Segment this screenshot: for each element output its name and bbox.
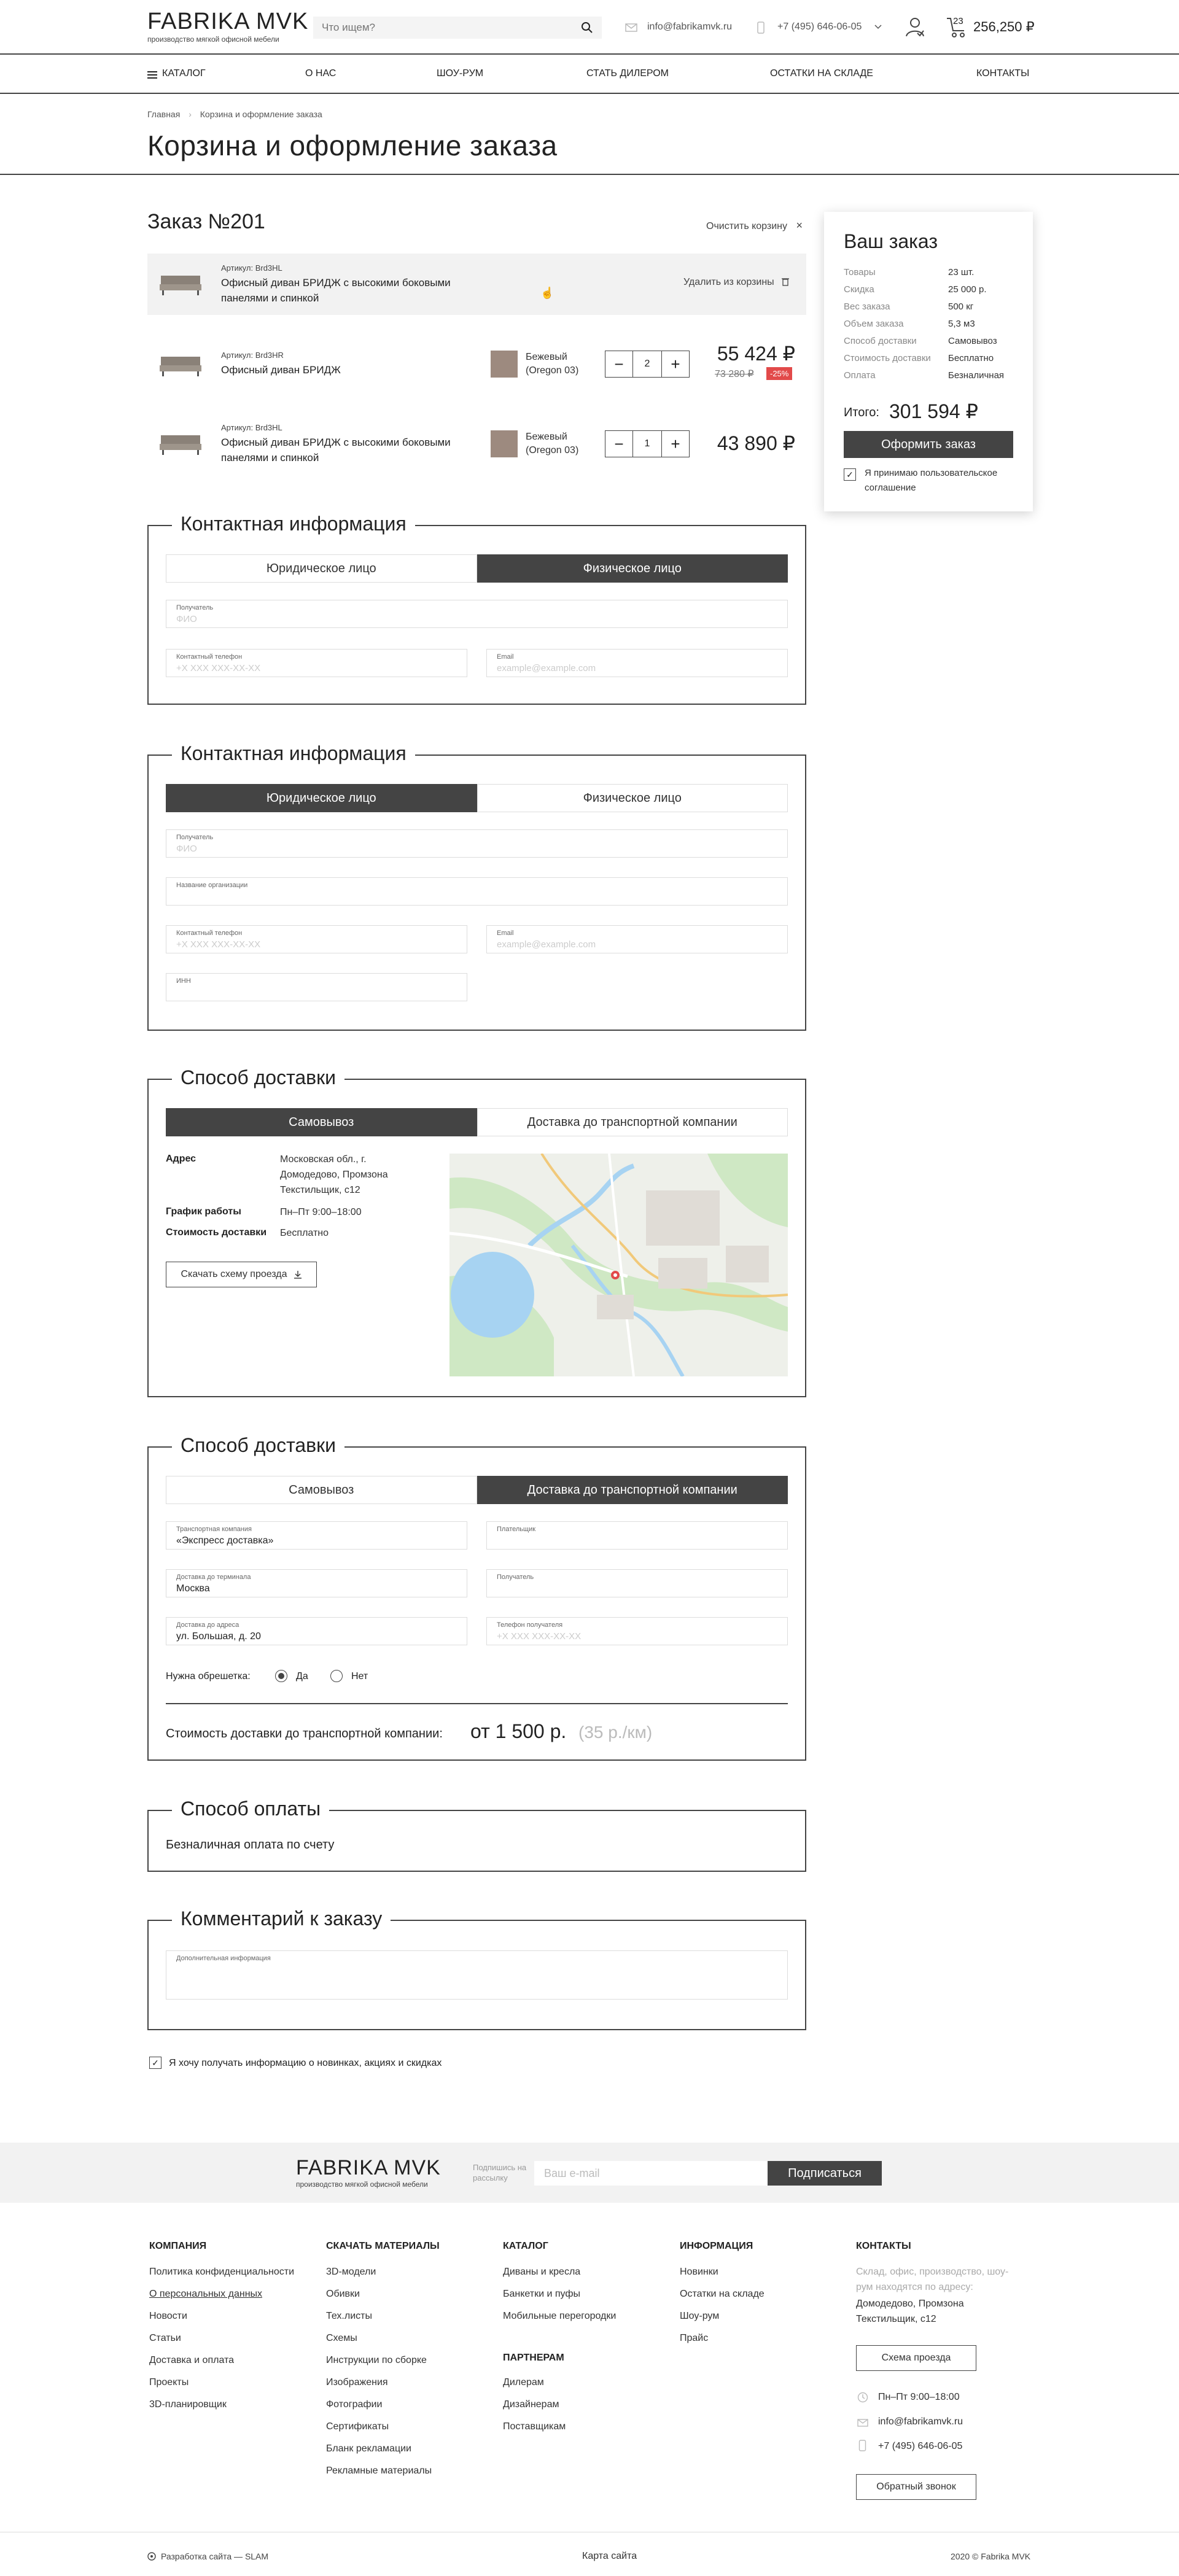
order-title: Заказ №201 <box>147 210 265 233</box>
remove-item-button[interactable] <box>683 277 789 288</box>
crate-yes-radio[interactable] <box>275 1670 287 1682</box>
footer-hours: Пн–Пт 9:00–18:00 <box>878 2392 960 2402</box>
recipient-field[interactable] <box>166 829 788 858</box>
recipient-field[interactable] <box>166 600 788 628</box>
newsletter-checkbox[interactable]: ✓ <box>149 2057 161 2069</box>
footer-catalog-heading: КАТАЛОГ <box>503 2241 548 2251</box>
item-article: Артикул: Brd3HL <box>221 263 282 273</box>
footer-link[interactable]: Шоу-рум <box>680 2311 720 2321</box>
field-placeholder: example@example.com <box>497 939 596 950</box>
field-placeholder: +X XXX XXX-XX-XX <box>176 939 261 950</box>
item-price: 55 424 ₽ <box>717 343 795 365</box>
download-scheme-button[interactable] <box>166 1262 317 1287</box>
phone-field[interactable] <box>166 649 467 677</box>
footer-company-heading: КОМПАНИЯ <box>149 2241 207 2251</box>
field-value: Москва <box>176 1583 210 1594</box>
field-placeholder: +X XXX XXX-XX-XX <box>176 663 261 673</box>
address-value: Московская обл., г. Домодедово, Промзона Текстильщик, с12 <box>280 1154 388 1195</box>
footer-link[interactable]: Прайс <box>680 2333 709 2343</box>
search-input[interactable] <box>313 17 571 39</box>
footer-link[interactable]: Фотографии <box>326 2399 383 2410</box>
sofa-thumbnail-icon[interactable] <box>158 432 203 456</box>
clock-icon <box>857 2392 868 2403</box>
submit-order-button[interactable]: Оформить заказ <box>844 431 1013 458</box>
inn-field[interactable] <box>166 973 467 1001</box>
clear-cart-label: Очистить корзину <box>706 221 787 231</box>
comment-textarea[interactable] <box>166 1950 788 2000</box>
contact-section-person <box>147 513 806 705</box>
field-label: Дополнительная информация <box>176 1955 271 1962</box>
delivery-tabs <box>166 1108 788 1136</box>
subscribe-button[interactable]: Подписаться <box>768 2161 882 2186</box>
field-label: Телефон получателя <box>497 1621 563 1629</box>
organization-field[interactable] <box>166 877 788 906</box>
header-phone[interactable]: +7 (495) 646-06-05 <box>777 21 862 32</box>
delivery-tabs <box>166 1476 788 1504</box>
customer-type-tabs <box>166 554 788 583</box>
field-label: Email <box>497 929 514 937</box>
header-email[interactable]: info@fabrikamvk.ru <box>647 21 733 32</box>
cart-item <box>147 413 806 475</box>
footer-phone[interactable]: +7 (495) 646-06-05 <box>878 2441 963 2451</box>
phone-field[interactable] <box>166 925 467 953</box>
map-view[interactable] <box>449 1154 788 1376</box>
cart-total[interactable]: 256,250 ₽ <box>973 19 1035 34</box>
field-placeholder: ФИО <box>176 614 197 624</box>
tab-individual[interactable]: Физическое лицо <box>477 784 788 812</box>
route-scheme-button[interactable]: Схема проезда <box>856 2345 976 2371</box>
nav-showroom[interactable]: ШОУ-РУМ <box>437 68 484 79</box>
crate-no-radio[interactable] <box>330 1670 343 1682</box>
footer-link[interactable]: Сертификаты <box>326 2421 389 2432</box>
section-title: Способ оплаты <box>172 1798 329 1820</box>
subscribe-placeholder: Ваш e-mail <box>544 2167 600 2179</box>
subscribe-email-input[interactable] <box>534 2161 768 2186</box>
nav-dealer[interactable]: СТАТЬ ДИЛЕРОМ <box>586 68 669 79</box>
footer-link[interactable]: Дизайнерам <box>503 2399 559 2410</box>
schedule-label: График работы <box>166 1206 241 1217</box>
menu-icon[interactable] <box>147 71 157 79</box>
footer-link[interactable]: Рекламные материалы <box>326 2465 432 2476</box>
field-placeholder: +X XXX XXX-XX-XX <box>497 1631 582 1642</box>
summary-label: Вес заказа <box>844 301 890 312</box>
download-scheme-label: Скачать схему проезда <box>181 1269 287 1279</box>
quantity-stepper <box>605 351 690 378</box>
mail-icon <box>857 2419 868 2427</box>
phone-icon <box>757 21 765 34</box>
summary-label: Скидка <box>844 284 874 295</box>
nav-stock[interactable]: ОСТАТКИ НА СКЛАДЕ <box>770 68 873 79</box>
footer-link[interactable]: О персональных данных <box>149 2289 263 2299</box>
sofa-thumbnail-icon[interactable] <box>158 272 203 297</box>
agree-label: Я принимаю пользовательское соглашение <box>865 468 998 493</box>
cost-label: Стоимость доставки <box>166 1227 267 1238</box>
callback-button[interactable]: Обратный звонок <box>856 2474 976 2500</box>
summary-value: 25 000 р. <box>948 284 987 295</box>
summary-label: Способ доставки <box>844 336 917 346</box>
color-label: Бежевый (Oregon 03) <box>526 432 579 456</box>
recipient-field[interactable] <box>486 1569 788 1597</box>
footer-link[interactable]: Изображения <box>326 2377 388 2388</box>
sofa-thumbnail-icon[interactable] <box>158 353 203 378</box>
contact-section-legal <box>147 742 806 1031</box>
field-placeholder: example@example.com <box>497 663 596 673</box>
tab-transport[interactable]: Доставка до транспортной компании <box>477 1108 788 1136</box>
footer-link[interactable]: Статьи <box>149 2333 181 2343</box>
payer-field[interactable] <box>486 1521 788 1550</box>
search-icon[interactable] <box>581 21 593 34</box>
item-name[interactable]: Офисный диван БРИДЖ с высокими боковыми панелями и спинкой <box>221 277 451 304</box>
copyright: 2020 © Fabrika MVK <box>951 2551 1031 2561</box>
breadcrumb-current: Корзина и оформление заказа <box>200 109 322 119</box>
title-divider <box>0 174 1179 175</box>
summary-value: 23 шт. <box>948 267 975 277</box>
summary-label: Стоимость доставки <box>844 353 931 363</box>
field-value: «Экспресс доставка» <box>176 1535 274 1546</box>
summary-title: Ваш заказ <box>844 230 938 252</box>
transport-cost-rate: (35 р./км) <box>578 1723 653 1742</box>
address-label: Адрес <box>166 1154 196 1164</box>
footer-link[interactable]: Банкетки и пуфы <box>503 2289 581 2299</box>
comment-section <box>147 1907 806 2030</box>
field-label: Транспортная компания <box>176 1526 252 1533</box>
item-old-price: 73 280 ₽ <box>715 369 754 379</box>
footer-contacts-heading: КОНТАКТЫ <box>856 2241 911 2251</box>
footer-email[interactable]: info@fabrikamvk.ru <box>878 2416 963 2427</box>
footer-address: Домодедово, Промзона Текстильщик, с12 <box>856 2299 964 2324</box>
item-price: 43 890 ₽ <box>717 432 795 454</box>
footer-info-heading: ИНФОРМАЦИЯ <box>680 2241 753 2251</box>
field-label: Контактный телефон <box>176 653 243 661</box>
footer-link[interactable]: Дилерам <box>503 2377 544 2388</box>
email-field[interactable] <box>486 649 788 677</box>
footer-logo[interactable] <box>296 2156 441 2189</box>
nav-catalog[interactable]: КАТАЛОГ <box>162 68 206 79</box>
field-placeholder: ФИО <box>176 844 197 854</box>
developer-credit[interactable]: Разработка сайта — SLAM <box>161 2551 269 2561</box>
summary-value: Безналичная <box>948 370 1005 381</box>
user-icon[interactable] <box>904 16 926 38</box>
footer-link[interactable]: Диваны и кресла <box>503 2267 581 2277</box>
cost-divider <box>166 1703 788 1704</box>
footer-link[interactable]: Новинки <box>680 2267 718 2277</box>
tab-individual[interactable]: Физическое лицо <box>477 554 788 583</box>
mail-icon <box>625 23 637 32</box>
search-box[interactable] <box>313 17 602 39</box>
footer-link[interactable]: Схемы <box>326 2333 357 2343</box>
summary-value: 5,3 м3 <box>948 319 975 329</box>
footer-partners-heading: ПАРТНЕРАМ <box>503 2353 564 2363</box>
quantity-value[interactable]: 1 <box>632 431 662 457</box>
discount-badge: -25% <box>766 367 792 380</box>
field-label: Получатель <box>176 604 214 611</box>
cart-item <box>147 254 806 315</box>
cursor-icon: ☝ <box>540 287 554 299</box>
delivery-address-field[interactable] <box>166 1617 467 1645</box>
remove-item-label: Удалить из корзины <box>683 277 774 287</box>
color-swatch <box>491 351 518 378</box>
recipient-phone-field[interactable] <box>486 1617 788 1645</box>
color-label: Бежевый (Oregon 03) <box>526 352 579 376</box>
subscribe-label: Подпишись на рассылку <box>473 2163 527 2182</box>
footer-link[interactable]: Инструкции по сборке <box>326 2355 427 2365</box>
increase-button[interactable]: + <box>671 354 680 373</box>
footer-link[interactable]: Мобильные перегородки <box>503 2311 617 2321</box>
tab-pickup[interactable]: Самовывоз <box>166 1108 477 1136</box>
logo-title: FABRIKA MVK <box>147 9 309 34</box>
crate-yes-label: Да <box>296 1671 308 1682</box>
section-title: Контактная информация <box>172 513 415 535</box>
sitemap-link[interactable]: Карта сайта <box>582 2551 637 2561</box>
summary-label: Товары <box>844 267 876 277</box>
tab-legal-entity[interactable]: Юридическое лицо <box>166 784 477 812</box>
chevron-down-icon[interactable] <box>874 25 882 29</box>
order-summary <box>824 212 1033 511</box>
section-title: Способ доставки <box>172 1434 344 1457</box>
tab-transport[interactable]: Доставка до транспортной компании <box>477 1476 788 1504</box>
phone-icon <box>858 2440 866 2451</box>
developer-logo-icon <box>147 2552 156 2561</box>
decrease-button[interactable]: − <box>614 434 624 453</box>
item-name[interactable]: Офисный диван БРИДЖ <box>221 364 341 376</box>
footer-link[interactable]: Обивки <box>326 2289 360 2299</box>
logo-subtitle: производство мягкой офисной мебели <box>147 35 279 44</box>
transport-company-field[interactable] <box>166 1521 467 1550</box>
cart-count: 23 <box>953 16 963 26</box>
field-label: Контактный телефон <box>176 929 243 937</box>
trash-icon <box>782 277 789 286</box>
footer-link[interactable]: 3D-планировщик <box>149 2399 227 2410</box>
footer-link[interactable]: Доставка и оплата <box>149 2355 235 2365</box>
delivery-section-pickup <box>147 1066 806 1397</box>
main-nav <box>0 53 1179 94</box>
decrease-button[interactable]: − <box>614 354 624 373</box>
section-title: Комментарий к заказу <box>172 1907 391 1930</box>
cost-value: Бесплатно <box>280 1228 329 1238</box>
footer-link[interactable]: Тех.листы <box>326 2311 372 2321</box>
clear-cart-button[interactable] <box>706 219 803 232</box>
payment-section <box>147 1798 806 1872</box>
page-title: Корзина и оформление заказа <box>147 130 558 161</box>
field-label: Доставка до терминала <box>176 1573 251 1581</box>
crate-no-label: Нет <box>351 1671 368 1682</box>
total-label: Итого: <box>844 406 879 419</box>
footer-logo-title: FABRIKA MVK <box>296 2156 441 2179</box>
terminal-field[interactable] <box>166 1569 467 1597</box>
breadcrumb-home[interactable]: Главная <box>147 109 181 119</box>
footer-link[interactable]: Проекты <box>149 2377 189 2388</box>
newsletter-label: Я хочу получать информацию о новинках, акциях и скидках <box>169 2058 442 2068</box>
field-label: Получатель <box>176 834 214 841</box>
close-icon: × <box>796 219 803 231</box>
field-label: Email <box>497 653 514 661</box>
nav-about[interactable]: О НАС <box>305 68 337 79</box>
total-value: 301 594 ₽ <box>889 400 978 422</box>
payment-method: Безналичная оплата по счету <box>166 1838 335 1852</box>
summary-value: Бесплатно <box>948 353 994 363</box>
customer-type-tabs <box>166 784 788 812</box>
footer-link[interactable]: Поставщикам <box>503 2421 566 2432</box>
section-title: Контактная информация <box>172 742 415 765</box>
footer-link[interactable]: Политика конфиденциальности <box>149 2267 295 2277</box>
tab-pickup[interactable]: Самовывоз <box>166 1476 477 1504</box>
summary-label: Оплата <box>844 370 876 381</box>
field-label: Доставка до адреса <box>176 1621 239 1629</box>
field-label: Название организации <box>176 882 248 889</box>
download-icon <box>294 1270 302 1279</box>
footer-link[interactable]: Остатки на складе <box>680 2289 765 2299</box>
tab-legal-entity[interactable]: Юридическое лицо <box>166 554 477 583</box>
footer-link[interactable]: Бланк рекламации <box>326 2443 411 2454</box>
delivery-section-transport <box>147 1434 806 1761</box>
footer-materials-heading: СКАЧАТЬ МАТЕРИАЛЫ <box>326 2241 440 2251</box>
subscribe-band <box>0 2143 1179 2203</box>
summary-value: 500 кг <box>948 301 974 312</box>
item-article: Артикул: Brd3HL <box>221 423 282 432</box>
logo[interactable] <box>147 9 308 44</box>
item-article: Артикул: Brd3HR <box>221 351 284 360</box>
schedule-value: Пн–Пт 9:00–18:00 <box>280 1207 362 1217</box>
footer-logo-subtitle: производство мягкой офисной мебели <box>296 2180 428 2189</box>
section-title: Способ доставки <box>172 1066 344 1089</box>
summary-value: Самовывоз <box>948 336 997 346</box>
breadcrumb: Главная › Корзина и оформление заказа <box>147 109 322 119</box>
transport-cost-value: от 1 500 р. <box>470 1720 567 1742</box>
agree-checkbox[interactable]: ✓ <box>844 468 856 481</box>
quantity-value[interactable]: 2 <box>632 351 662 377</box>
field-label: Плательщик <box>497 1526 536 1533</box>
field-value: ул. Большая, д. 20 <box>176 1631 261 1642</box>
email-field[interactable] <box>486 925 788 953</box>
footer-link[interactable]: 3D-модели <box>326 2267 376 2277</box>
crate-label: Нужна обрешетка: <box>166 1671 251 1682</box>
nav-contacts[interactable]: КОНТАКТЫ <box>976 68 1030 79</box>
footer-link[interactable]: Новости <box>149 2311 187 2321</box>
transport-cost-label: Стоимость доставки до транспортной компании: <box>166 1727 443 1740</box>
summary-label: Объем заказа <box>844 319 904 329</box>
increase-button[interactable]: + <box>671 434 680 453</box>
footer-address-note: Склад, офис, производство, шоу-рум находятся по адресу: <box>856 2267 1009 2292</box>
quantity-stepper <box>605 430 690 457</box>
cart-item <box>147 335 806 396</box>
field-label: Получатель <box>497 1573 534 1581</box>
color-swatch <box>491 430 518 457</box>
item-name[interactable]: Офисный диван БРИДЖ с высокими боковыми панелями и спинкой <box>221 436 451 464</box>
field-label: ИНН <box>176 977 191 985</box>
